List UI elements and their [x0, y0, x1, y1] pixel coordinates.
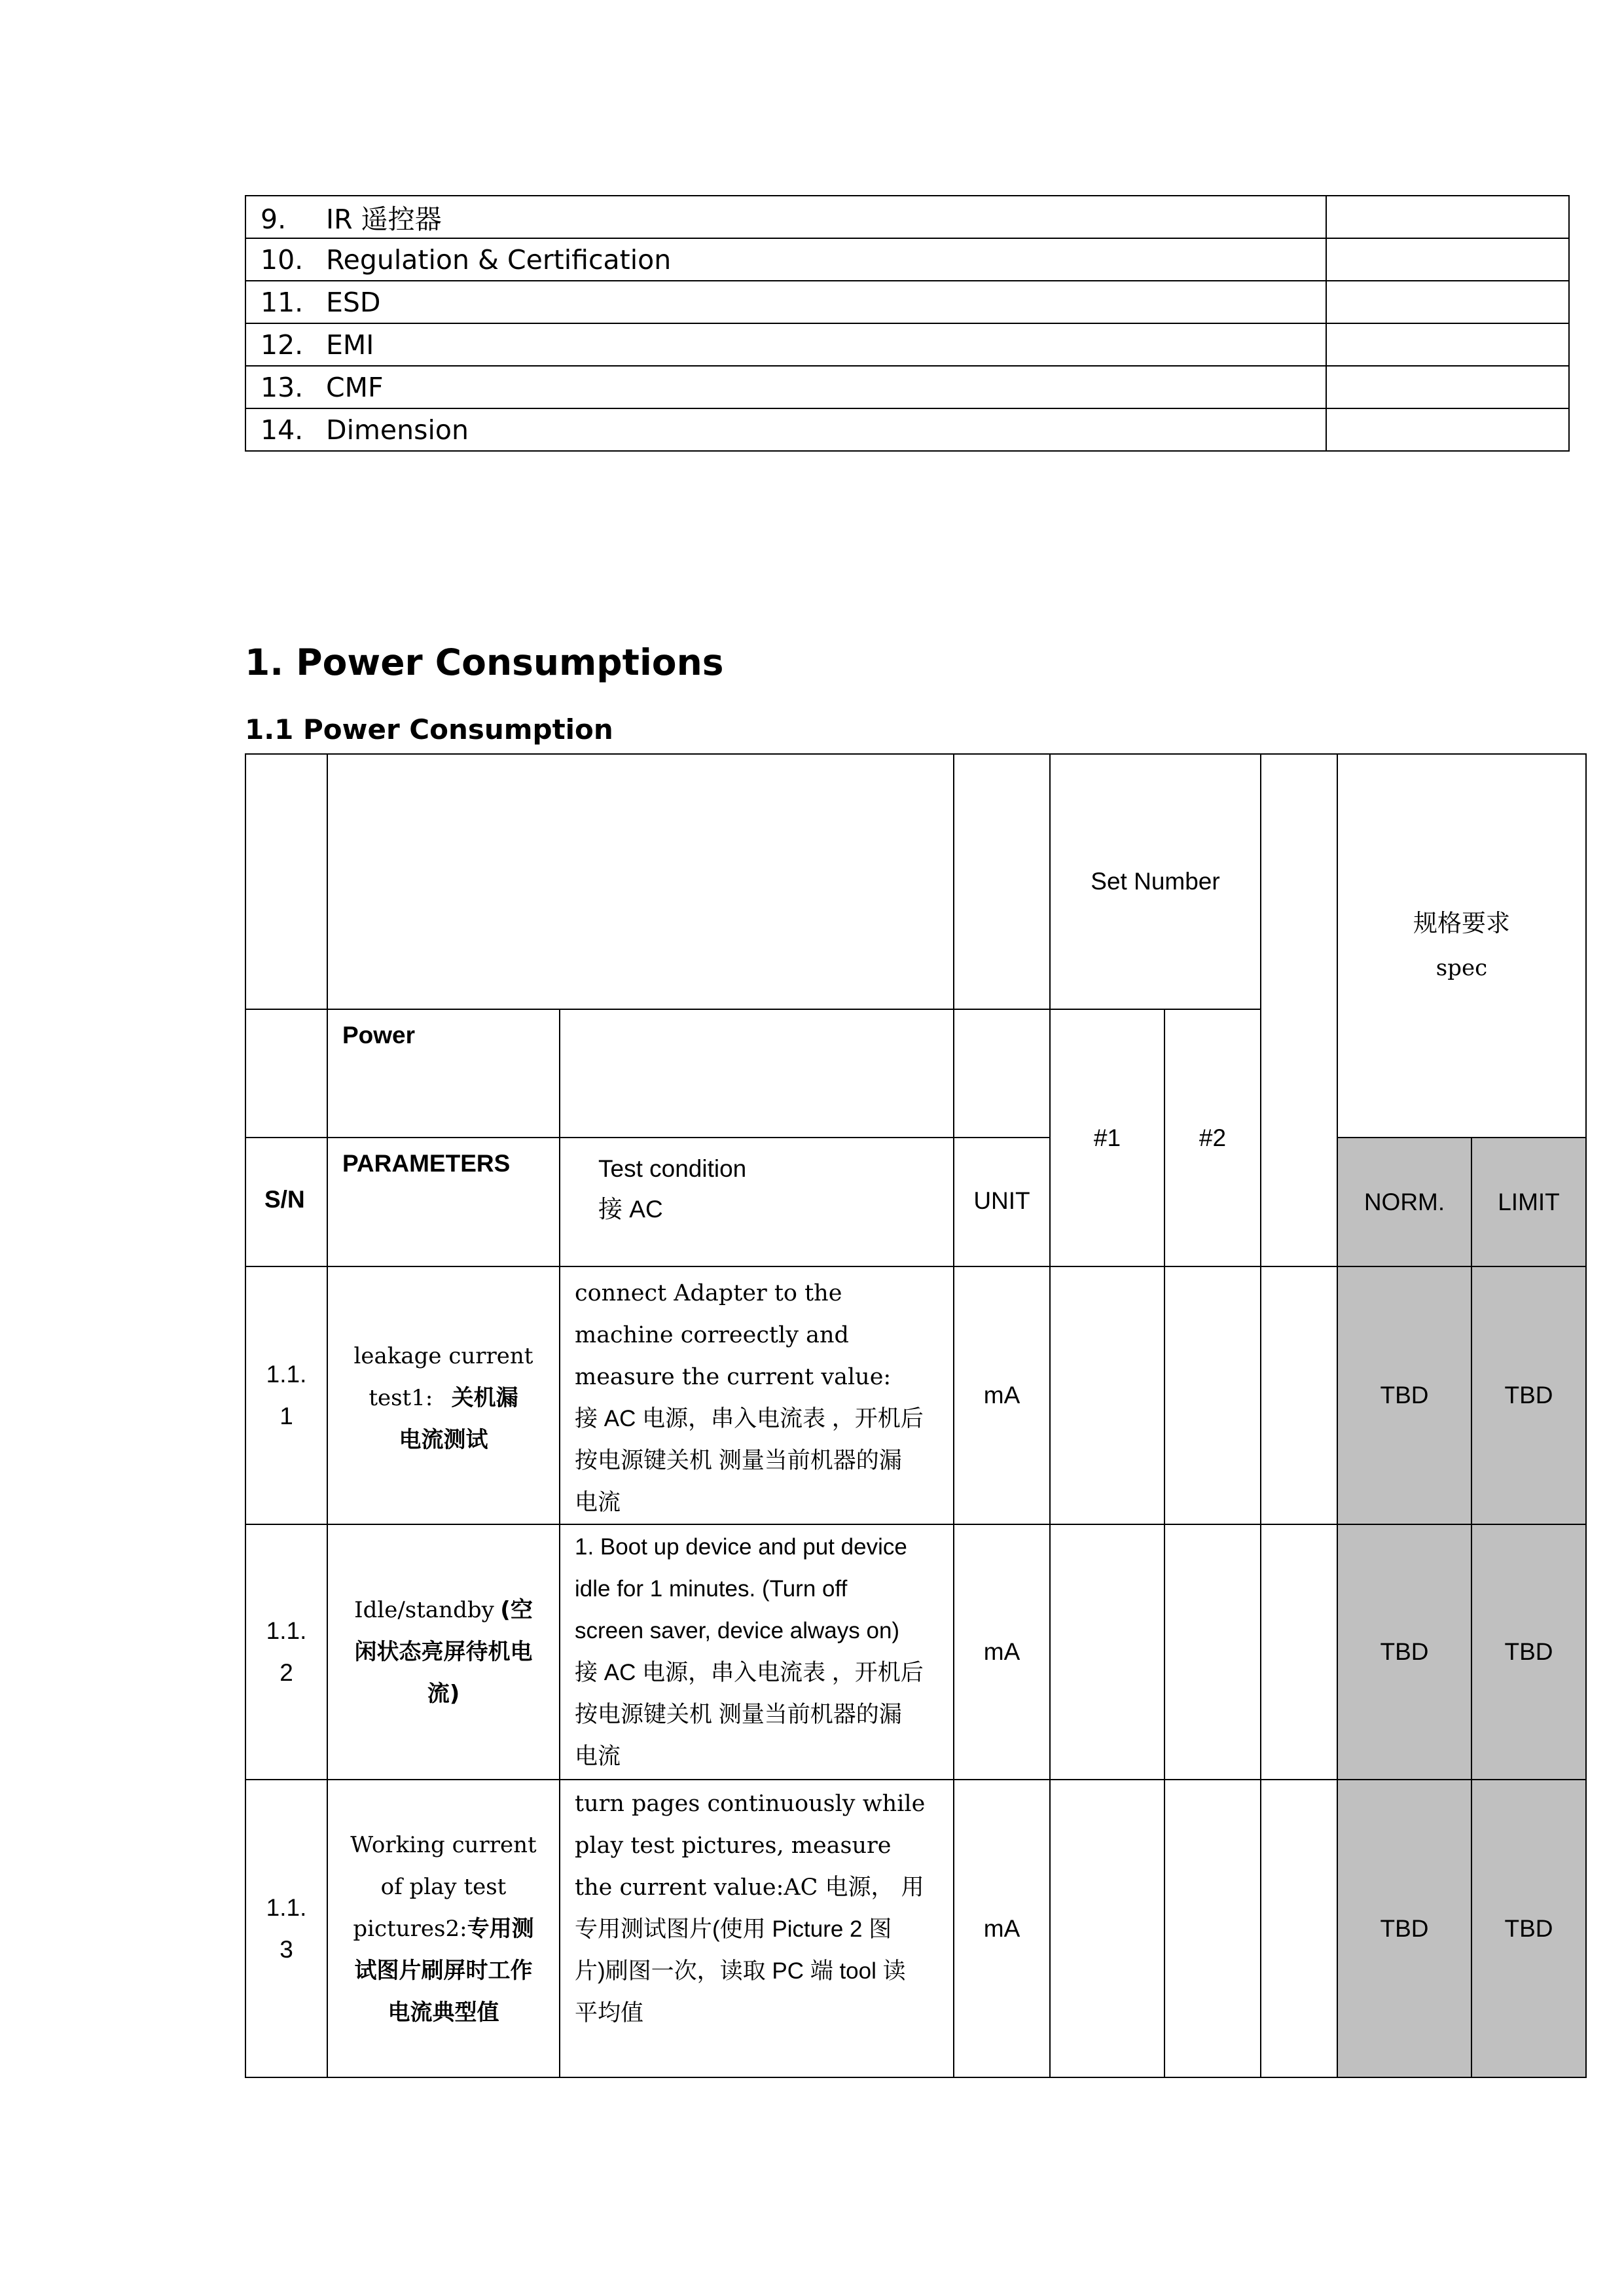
param-line: 闲状态亮屏待机电: [354, 1639, 533, 1665]
cond-line: 片)刷图一次，读取 PC 端 tool 读: [575, 1958, 906, 1984]
header-empty-params: [327, 754, 954, 1009]
header-empty-sn: [245, 754, 327, 1009]
toc-label: IR 遥控器: [326, 204, 442, 235]
toc-row: [245, 408, 1569, 451]
cond-line: 接 AC 电源，串入电流表 ，开机后: [575, 1406, 924, 1431]
row-set-1: [1050, 1266, 1164, 1524]
sn-part: 2: [280, 1659, 293, 1686]
row-set-1: [1050, 1524, 1164, 1780]
set-1-header: #1: [1050, 1009, 1164, 1266]
test-condition-ac: 接 AC: [598, 1196, 663, 1223]
header-empty-gap: [1261, 754, 1337, 1266]
toc-num: 9.: [261, 204, 287, 235]
toc-label: ESD: [326, 286, 381, 318]
toc-page-cell: [1326, 281, 1569, 323]
parameters-header: PARAMETERS: [327, 1138, 560, 1266]
test-condition-label: Test condition: [598, 1155, 747, 1182]
row-condition: [560, 1780, 954, 2077]
cond-line: machine correectly and: [575, 1322, 849, 1348]
row-condition: [560, 1524, 954, 1780]
row-unit: mA: [954, 1780, 1050, 2077]
cond-line: 电流: [575, 1744, 621, 1769]
cond-line: 平均值: [575, 2000, 644, 2026]
row-parameter: [327, 1780, 560, 2077]
row-condition: [560, 1266, 954, 1524]
param-line: of play test: [380, 1873, 507, 1900]
row-limit: TBD: [1471, 1780, 1586, 2077]
param-en: test1:: [369, 1385, 433, 1411]
cond-line: measure the current value:: [575, 1364, 892, 1390]
row-gap: [1261, 1780, 1337, 2077]
row-sn: [245, 1780, 327, 2077]
row-unit: mA: [954, 1524, 1050, 1780]
sn-part: 1: [280, 1403, 293, 1429]
cond-line: screen saver, device always on): [575, 1618, 900, 1643]
sn-header: S/N: [245, 1138, 327, 1266]
set-2-header: #2: [1164, 1009, 1261, 1266]
toc-row: [245, 238, 1569, 281]
param-line: 试图片刷屏时工作: [354, 1957, 533, 1984]
table-row: [245, 1266, 1586, 1524]
cond-line: 接 AC 电源，串入电流表 ，开机后: [575, 1660, 924, 1685]
cond-line: 专用测试图片(使用 Picture 2 图: [575, 1916, 892, 1942]
toc-label: CMF: [326, 371, 384, 403]
sn-part: 1.1.: [266, 1617, 307, 1644]
spec-header: [1337, 754, 1586, 1138]
row-gap: [1261, 1266, 1337, 1524]
limit-header: LIMIT: [1471, 1138, 1586, 1266]
section-title: 1. Power Consumptions: [245, 641, 724, 683]
header-row-1: [245, 754, 1586, 1009]
param-line: leakage current: [353, 1343, 533, 1369]
row-norm: TBD: [1337, 1524, 1471, 1780]
toc-row: [245, 323, 1569, 366]
row-unit: mA: [954, 1266, 1050, 1524]
toc-item: [245, 408, 1326, 451]
param-line: 流): [427, 1681, 460, 1707]
cond-line: 按电源键关机 测量当前机器的漏: [575, 1448, 902, 1473]
power-table: [245, 753, 1587, 2078]
toc-label: Regulation & Certification: [326, 243, 672, 276]
toc-num: 13.: [261, 371, 304, 403]
spec-en: spec: [1435, 955, 1488, 981]
param-line: [336, 1589, 551, 1631]
spec-zh: 规格要求: [1413, 910, 1510, 937]
cond-line: play test pictures, measure: [575, 1833, 892, 1859]
header-empty-unit-2: [954, 1009, 1050, 1138]
header-empty-unit: [954, 754, 1050, 1009]
cond-line: connect Adapter to the: [575, 1280, 842, 1306]
toc-label: Dimension: [326, 414, 469, 446]
param-en: pictures2:: [353, 1915, 467, 1942]
toc-row: [245, 281, 1569, 323]
toc-num: 14.: [261, 414, 304, 446]
toc-item: [245, 196, 1326, 238]
param-zh: (空: [500, 1597, 533, 1623]
row-limit: TBD: [1471, 1266, 1586, 1524]
cond-line: 1. Boot up device and put device: [575, 1534, 907, 1560]
cond-line: idle for 1 minutes. (Turn off: [575, 1576, 848, 1602]
header-empty-cond: [560, 1009, 954, 1138]
toc-page-cell: [1326, 238, 1569, 281]
toc-page-cell: [1326, 196, 1569, 238]
param-line: [336, 1908, 551, 1950]
sn-part: 1.1.: [266, 1893, 307, 1921]
row-norm: TBD: [1337, 1266, 1471, 1524]
row-set-2: [1164, 1266, 1261, 1524]
param-zh: 专用测: [467, 1915, 534, 1942]
param-zh: 关机漏: [451, 1385, 518, 1411]
row-sn: [245, 1266, 327, 1524]
power-header: Power: [327, 1009, 560, 1138]
row-gap: [1261, 1524, 1337, 1780]
row-set-2: [1164, 1780, 1261, 2077]
toc-num: 11.: [261, 286, 304, 318]
param-line: [336, 1377, 551, 1419]
toc-num: 12.: [261, 329, 304, 361]
cond-line: 电流: [575, 1490, 621, 1515]
row-sn: [245, 1524, 327, 1780]
toc-page-cell: [1326, 366, 1569, 408]
header-empty-sn-2: [245, 1009, 327, 1138]
cond-line: 按电源键关机 测量当前机器的漏: [575, 1702, 902, 1727]
toc-item: [245, 366, 1326, 408]
sn-part: 3: [280, 1935, 293, 1963]
toc-item: [245, 281, 1326, 323]
row-parameter: [327, 1524, 560, 1780]
toc-page-cell: [1326, 323, 1569, 366]
table-row: [245, 1524, 1586, 1780]
norm-header: NORM.: [1337, 1138, 1471, 1266]
toc-num: 10.: [261, 243, 304, 276]
toc-row: [245, 196, 1569, 238]
toc-item: [245, 238, 1326, 281]
set-number-header: Set Number: [1050, 754, 1261, 1009]
toc-label: EMI: [326, 329, 374, 361]
toc-row: [245, 366, 1569, 408]
table-row: [245, 1780, 1586, 2077]
unit-header: UNIT: [954, 1138, 1050, 1266]
param-line: Working current: [350, 1831, 537, 1858]
toc-item: [245, 323, 1326, 366]
param-line: 电流测试: [399, 1427, 488, 1453]
row-set-2: [1164, 1524, 1261, 1780]
sn-part: 1.1.: [266, 1361, 307, 1388]
cond-line: the current value:AC 电源， 用: [575, 1874, 924, 1901]
param-en: Idle/standby: [354, 1597, 494, 1623]
toc-page-cell: [1326, 408, 1569, 451]
row-norm: TBD: [1337, 1780, 1471, 2077]
cond-line: turn pages continuously while: [575, 1791, 926, 1817]
row-parameter: [327, 1266, 560, 1524]
toc-table: [245, 195, 1570, 452]
row-limit: TBD: [1471, 1524, 1586, 1780]
param-line: 电流典型值: [388, 1999, 499, 2026]
test-condition-header: [560, 1138, 954, 1266]
header-row-3: [245, 1138, 1586, 1266]
row-set-1: [1050, 1780, 1164, 2077]
subsection-title: 1.1 Power Consumption: [245, 713, 613, 745]
